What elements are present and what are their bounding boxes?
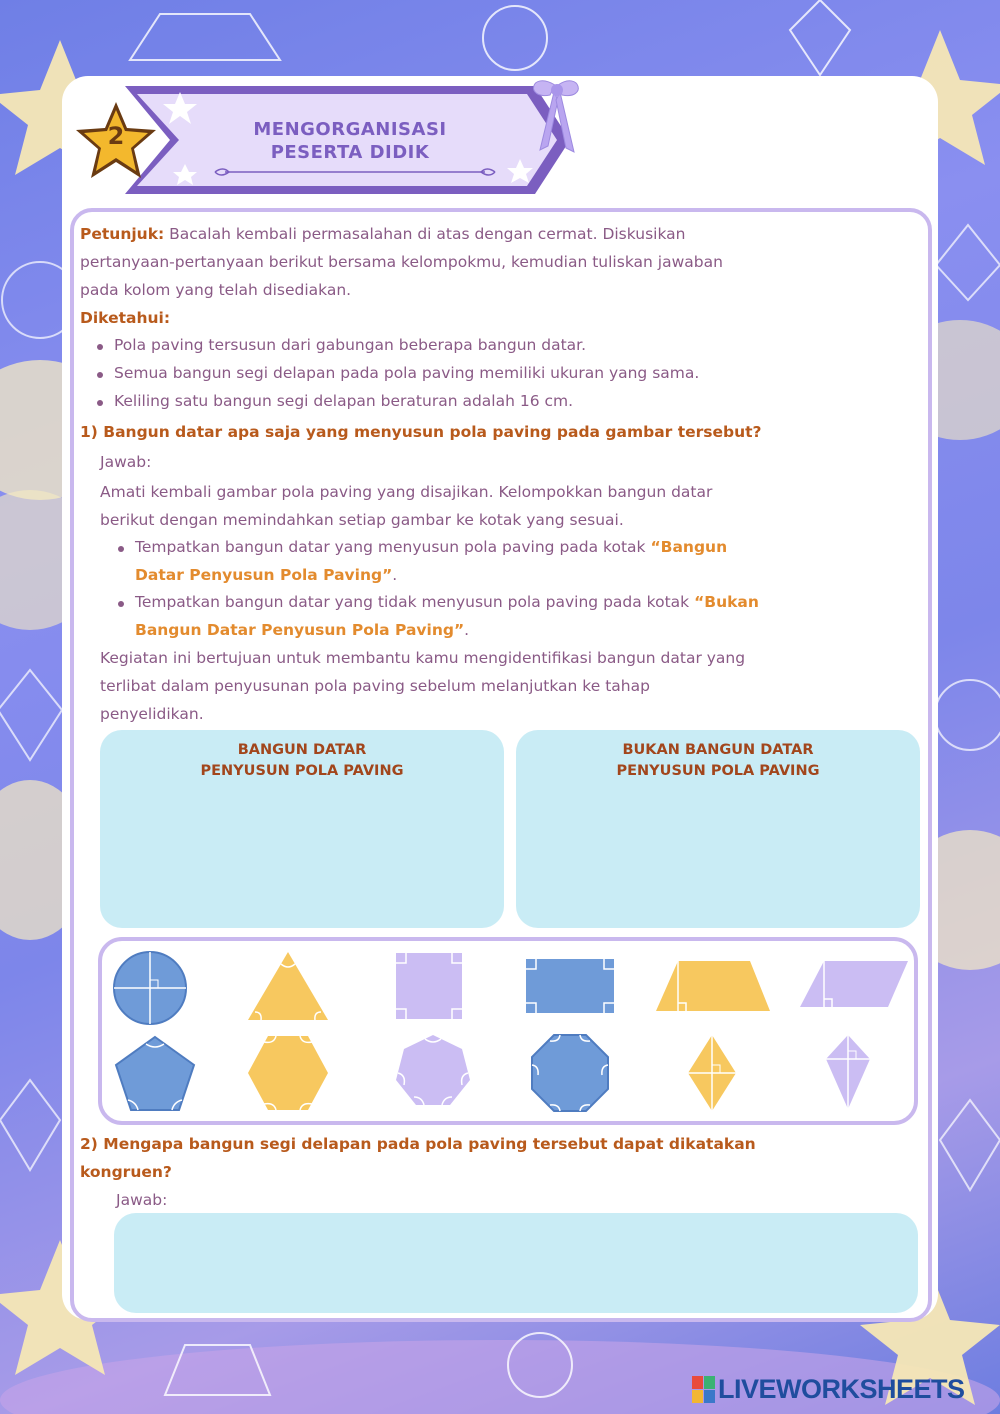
- octagon-shape[interactable]: [532, 1035, 608, 1111]
- answer-field-2[interactable]: [114, 1213, 918, 1313]
- kite-shape[interactable]: [826, 1035, 870, 1109]
- drop-zone-penyusun-title: [100, 740, 504, 782]
- instructions-label: Petunjuk:: [80, 225, 165, 243]
- bullet-dot: [118, 546, 124, 552]
- q1-bullet-1-highlight-2: Datar Penyusun Pola Paving”: [135, 566, 393, 584]
- q1-bullet-2: [135, 588, 920, 644]
- drop-zone-bukan-title-line-1: BUKAN BANGUN DATAR: [622, 742, 814, 758]
- parallelogram-shape[interactable]: [800, 961, 908, 1007]
- drop-zone-penyusun-title-line-2: PENYUSUN POLA PAVING: [200, 763, 404, 779]
- q1-intro-line-2: berikut dengan memindahkan setiap gambar ke kotak yang sesuai.: [100, 511, 624, 529]
- rhombus-shape[interactable]: [688, 1035, 736, 1111]
- q1-bullet-1-highlight: “Bangun: [650, 538, 728, 556]
- q1-bullet-2-text: Tempatkan bangun datar yang tidak menyusun pola paving pada kotak: [135, 593, 690, 611]
- given-item-1: Pola paving tersusun dari gabungan beberapa bangun datar.: [114, 336, 587, 354]
- title-line-1: MENGORGANISASI: [253, 119, 447, 140]
- liveworksheets-logo-icon: [692, 1376, 716, 1404]
- q1-bullet-2-highlight-2: Bangun Datar Penyusun Pola Paving”: [135, 621, 465, 639]
- q1-outro-line-2: terlibat dalam penyusunan pola paving sebelum melanjutkan ke tahap: [100, 677, 650, 695]
- given-item-2: Semua bangun segi delapan pada pola paving memiliki ukuran yang sama.: [114, 364, 700, 382]
- activity-number: 2: [107, 122, 125, 150]
- drop-zone-bukan-penyusun[interactable]: [516, 730, 920, 928]
- q1-intro: [100, 478, 920, 534]
- bullet-dot: [97, 344, 103, 350]
- q1-bullet-1: [135, 533, 920, 589]
- square-shape[interactable]: [396, 953, 462, 1019]
- answer-label-1: Jawab:: [100, 453, 152, 471]
- triangle-shape[interactable]: [248, 952, 328, 1020]
- bullet-dot: [97, 400, 103, 406]
- q1-bullet-2-highlight: “Bukan: [694, 593, 759, 611]
- q1-bullet-2-end: .: [464, 621, 470, 639]
- instructions-line-3: pada kolom yang telah disediakan.: [80, 281, 352, 299]
- page-title: [200, 118, 500, 164]
- shapes-svg: [98, 937, 918, 1125]
- question-2-line-1: 2) Mengapa bangun segi delapan pada pola paving tersebut dapat dikatakan: [80, 1135, 756, 1153]
- q1-outro-line-1: Kegiatan ini bertujuan untuk membantu kamu mengidentifikasi bangun datar yang: [100, 649, 746, 667]
- q1-intro-line-1: Amati kembali gambar pola paving yang disajikan. Kelompokkan bangun datar: [100, 483, 713, 501]
- given-item-3: Keliling satu bangun segi delapan beraturan adalah 16 cm.: [114, 392, 574, 410]
- instructions-line-1: Bacalah kembali permasalahan di atas dengan cermat. Diskusikan: [169, 225, 686, 243]
- ribbon-bow-icon: [520, 70, 590, 160]
- trapezoid-shape[interactable]: [656, 961, 770, 1011]
- circle-shape[interactable]: [114, 952, 186, 1024]
- question-2-line-2: kongruen?: [80, 1163, 172, 1181]
- instructions-line-2: pertanyaan-pertanyaan berikut bersama kelompokmu, kemudian tuliskan jawaban: [80, 253, 723, 271]
- q1-outro-line-3: penyelidikan.: [100, 705, 204, 723]
- q1-bullet-1-end: .: [392, 566, 398, 584]
- answer-label-2: Jawab:: [116, 1191, 168, 1209]
- bullet-dot: [118, 601, 124, 607]
- q1-bullet-1-text: Tempatkan bangun datar yang menyusun pola paving pada kotak: [135, 538, 646, 556]
- pentagon-shape[interactable]: [116, 1037, 194, 1110]
- drop-zone-penyusun-title-line-1: BANGUN DATAR: [237, 742, 367, 758]
- instructions: [80, 220, 920, 304]
- liveworksheets-logo-text[interactable]: LIVEWORKSHEETS: [718, 1374, 965, 1404]
- drop-zone-bukan-penyusun-title: [516, 740, 920, 782]
- rectangle-shape[interactable]: [526, 959, 614, 1013]
- title-line-2: PESERTA DIDIK: [270, 142, 430, 163]
- question-2: [80, 1130, 920, 1186]
- bullet-dot: [97, 372, 103, 378]
- drop-zone-penyusun[interactable]: [100, 730, 504, 928]
- heptagon-shape[interactable]: [396, 1035, 470, 1105]
- drop-zone-bukan-title-line-2: PENYUSUN POLA PAVING: [616, 763, 820, 779]
- question-1: 1) Bangun datar apa saja yang menyusun pola paving pada gambar tersebut?: [80, 423, 762, 441]
- q1-outro: [100, 644, 920, 728]
- given-label: Diketahui:: [80, 309, 171, 327]
- hexagon-shape[interactable]: [248, 1036, 328, 1110]
